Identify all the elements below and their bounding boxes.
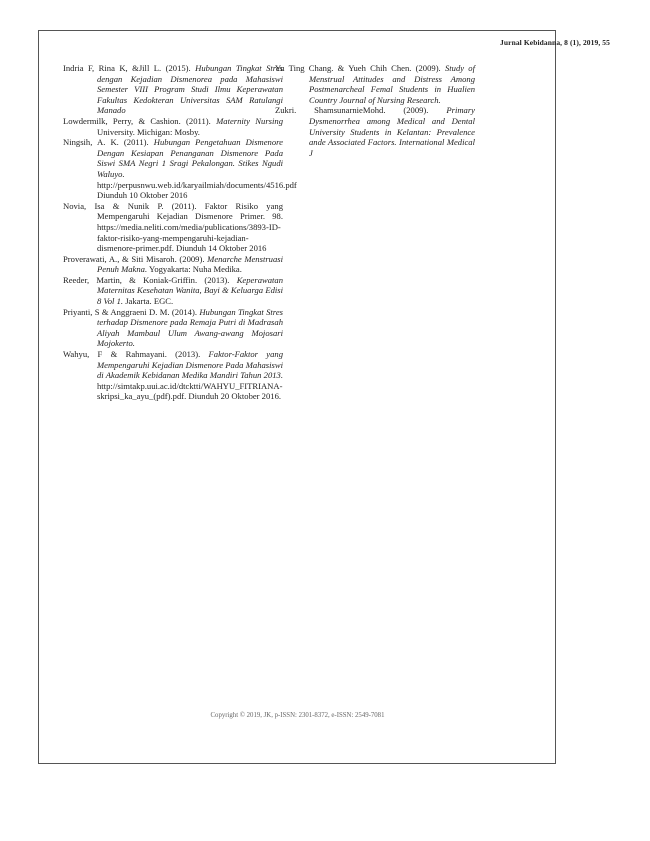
reference-item: Ningsih, A. K. (2011). Hubungan Pengetahuan Dismenore Dengan Kesiapan Penanganan Dismenore Pada Siswi SMA Negri 1 Sragi Pekalongan. Stikes Ngudi Waluyo. http://perpusnwu.web.id/karyailmiah/documents/4516.pdf Diunduh 10 Oktober 2016 bbox=[63, 137, 297, 201]
reference-item: Indria F, Rina K, &Jill L. (2015). Hubungan Tingkat Stres dengan Kejadian Dismenorea pada Mahasiswi Semester VIII Program Studi Ilmu Keperawatan Fakultas Kedokteran Universitas SAM Ratulangi Manado bbox=[63, 63, 283, 116]
references-right-column bbox=[275, 63, 475, 158]
reference-item: Proverawati, A., & Siti Misaroh. (2009). Menarche Menstruasi Penuh Makna. Yogyakarta: Nuha Medika. bbox=[63, 253, 284, 275]
reference-item: Yu Ting Chang. & Yueh Chih Chen. (2009). Study of Menstrual Attitudes and Distress Among Postmenarcheal Femal Students in Hualien Country Journal of Nursing Research. bbox=[275, 63, 475, 105]
reference-item: Novia, Isa & Nunik P. (2011). Faktor Risiko yang Mempengaruhi Kejadian Dismenore Primer. 98. https://media.neliti.com/media/publications/3893-ID-faktor-risiko-yang-mempengaruhi-kejadian-dismenore-primer.pdf. Diunduh 14 Oktober 2016 bbox=[63, 200, 283, 254]
copyright-footer: Copyright © 2019, JK, p-ISSN: 2301-8372, e-ISSN: 2549-7081 bbox=[210, 712, 385, 719]
reference-item: Wahyu, F & Rahmayani. (2013). Faktor-Faktor yang Mempengaruhi Kejadian Dismenore Pada Mahasiswi di Akademik Kebidanan Medika Mandiri Tahun 2013. http://simtakp.uui.ac.id/dtcktti/WAHYU_FITRIANA-skripsi_ka_ayu_(pdf).pdf. Diunduh 20 Oktober 2016. bbox=[63, 349, 283, 402]
reference-item: Zukri. ShamsunarnieMohd. (2009). Primary Dysmenorrhea among Medical and Dental University Students in Kelantan: Prevalence ande Associated Factors. International Medical J bbox=[275, 105, 475, 158]
references-left-column bbox=[63, 63, 297, 402]
journal-header: Jurnal Kebidanna, 8 (1), 2019, 55 bbox=[500, 38, 610, 47]
reference-item: Lowdermilk, Perry, & Cashion. (2011). Maternity Nursing University. Michigan: Mosby. bbox=[63, 115, 283, 137]
reference-item: Reeder, Martin, & Koniak-Griffin. (2013). Keperawatan Maternitas Kesehatan Wanita, Bayi & Keluarga Edisi 8 Vol 1. Jakarta. EGC. bbox=[63, 274, 283, 307]
reference-item: Priyanti, S & Anggraeni D. M. (2014). Hubungan Tingkat Stres terhadap Dismenore pada Remaja Putri di Madrasah Aliyah Mambaul Ulum Awang-awang Mojosari Mojokerto. bbox=[63, 306, 283, 349]
